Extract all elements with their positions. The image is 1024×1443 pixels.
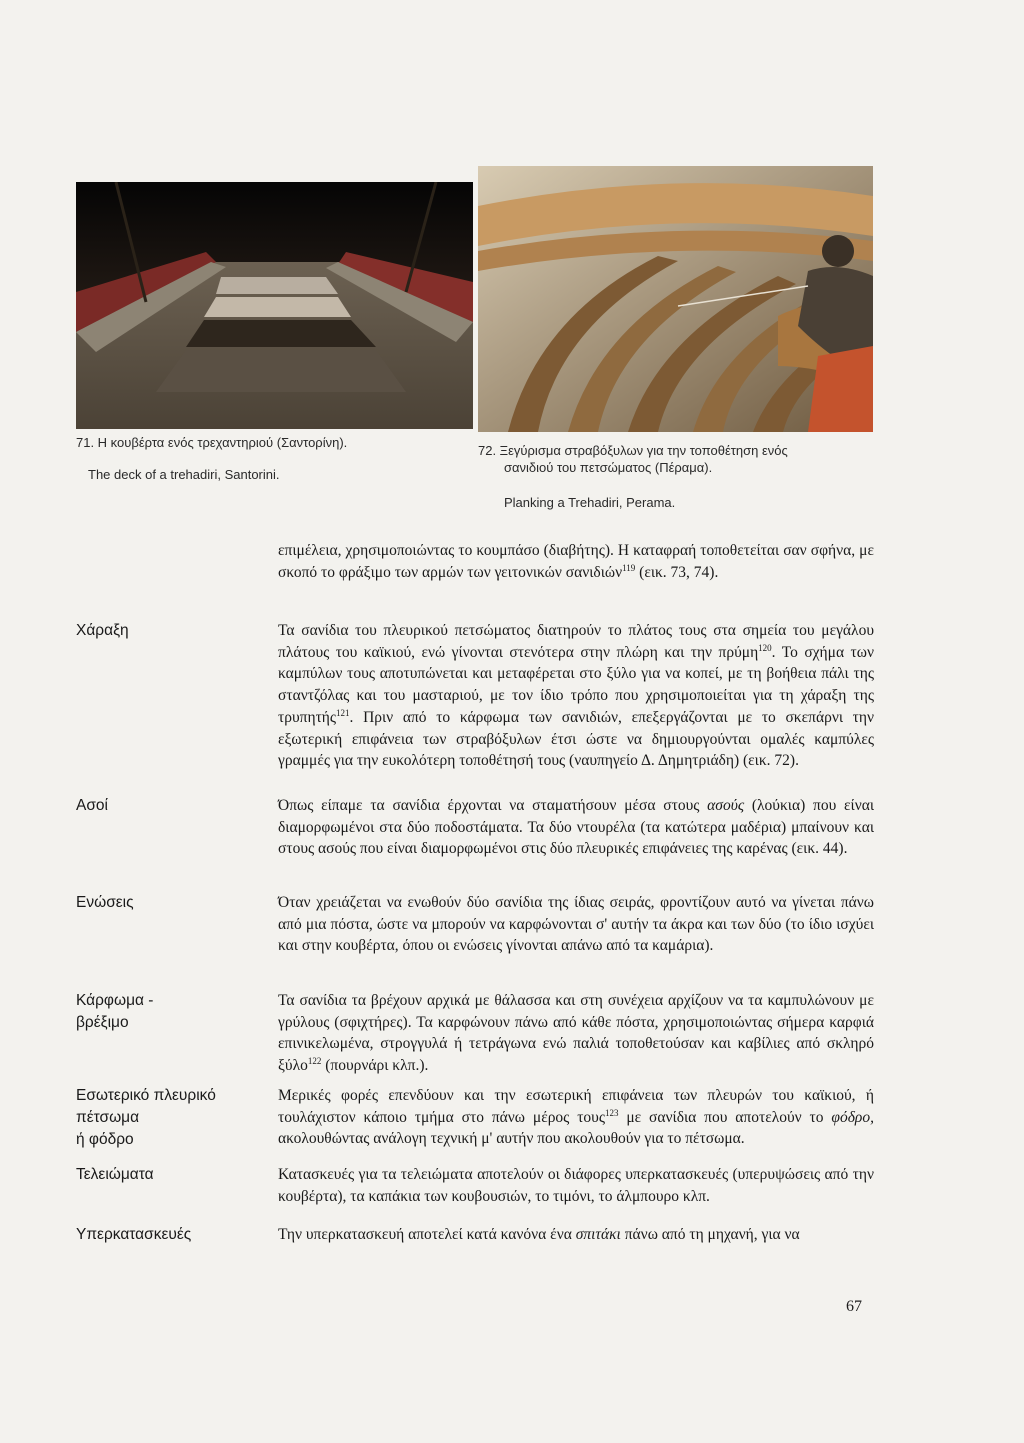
para-text: . Το σχήμα των καμπύλων τους αποτυπώνεται και μεταφέρεται στο ξύλο για να κοπεί, με τη βοήθεια πάλι της σταντζόλας και του μασταριού, με τον ίδιο τρόπο που χρησιμοποιείται για τη χάραξη της τρυπητής — [278, 643, 874, 726]
paragraph-haraxi — [278, 620, 874, 772]
side-heading-asoi — [76, 795, 256, 817]
side-heading-karfoma — [76, 990, 256, 1034]
para-text: πάνω από τη μηχανή, για να — [620, 1226, 800, 1243]
para-text: (πουρνάρι κλπ.). — [321, 1057, 429, 1075]
side-heading-text: Ενώσεις — [76, 894, 134, 911]
caption-72-greek-line2: σανιδιού του πετσώματος (Πέραμα). — [504, 460, 713, 475]
paragraph-karfoma — [278, 990, 874, 1077]
caption-71-english: The deck of a trehadiri, Santorini. — [88, 467, 280, 482]
planking-photo — [478, 166, 873, 432]
para-italic: φόδρο, — [831, 1108, 874, 1126]
side-heading-text: Χάραξη — [76, 622, 129, 639]
para-text: Όταν χρειάζεται να ενωθούν δύο σανίδια της ίδιας σειράς, φροντίζουν αυτό να γίνεται πάνω από μια πόστα, ώστε να μπορούν να καρφώνονται σ' αυτήν τα άκρα και των δύο (το ίδιο ισχύει και στην κουβέρτα, όπου οι ενώσεις γίνονται απάνω από τα καμάρια). — [278, 894, 874, 955]
side-heading-fodro — [76, 1085, 256, 1151]
side-heading-haraxi — [76, 620, 256, 642]
page-number: 67 — [846, 1298, 862, 1315]
caption-71 — [76, 434, 456, 483]
para-text: Μερικές φορές επενδύουν και την εσωτερική επιφάνεια των πλευρών του καϊκιού, ή τουλάχιστον κάποιο τμήμα στο πάνω μέρος τους — [278, 1087, 874, 1126]
para-text: Όπως είπαμε τα σανίδια έρχονται να σταματήσουν μέσα στους — [278, 797, 708, 814]
footnote-ref: 122 — [307, 1055, 322, 1066]
para-text: . Πριν από το κάρφωμα των σανιδιών, επεξεργάζονται με το σκεπάρνι την εξωτερική επιφάνεια των στραβόξυλων έτσι ώστε να δημιουργούνται ομαλές καμπύλες γραμμές για την ευκολότερη τοποθέτησή τους (ναυπηγείο Δ. Δημητριάδη) (εικ. 72). — [278, 708, 874, 770]
para-text: Τα σανίδια τα βρέχουν αρχικά με θάλασσα και στη συνέχεια αρχίζουν να τα καμπυλώνουν με γρύλους (σφιχτήρες). Τα καρφώνουν πάνω από κάθε πόστα, χρησιμοποιώντας σήμερα καρφιά επινικελωμένα, στρογγυλά ή τετράγωνα ενώ παλιά τοποθετούσαν και καβίλιες από σκληρό ξύλο — [278, 992, 874, 1075]
paragraph-asoi — [278, 795, 874, 860]
intro-text-a: επιμέλεια, χρησιμοποιώντας το κουμπάσο (διαβήτης). Η καταφραή τοποθετείται σαν σφήνα, με σκοπό το φράξιμο των αρμών των γειτονικών σανιδιών — [278, 542, 874, 581]
deck-photo-image — [76, 182, 473, 429]
footnote-ref: 119 — [622, 562, 636, 573]
side-heading-teleiomata — [76, 1164, 256, 1186]
deck-photo — [76, 182, 473, 429]
side-heading-line: Εσωτερικό πλευρικό — [76, 1087, 216, 1104]
caption-71-greek: 71. Η κουβέρτα ενός τρεχαντηριού (Σαντορίνη). — [76, 435, 348, 450]
footnote-ref: 120 — [758, 642, 772, 653]
caption-72 — [478, 442, 873, 511]
side-heading-text: Τελειώματα — [76, 1166, 154, 1183]
paragraph-enoseis — [278, 892, 874, 957]
para-italic: σπιτάκι — [575, 1226, 621, 1243]
para-italic: ασούς — [707, 797, 745, 814]
planking-photo-image — [478, 166, 873, 432]
para-text: ακολουθώντας ανάλογη τεχνική μ' αυτήν που ακολουθούν για το πέτσωμα. — [278, 1130, 745, 1148]
para-text: Την υπερκατασκευή αποτελεί κατά κανόνα ένα — [278, 1226, 576, 1243]
para-text: με σανίδια που αποτελούν το — [618, 1108, 832, 1126]
side-heading-text: Υπερκατασκευές — [76, 1226, 192, 1243]
para-text: (λούκια) που είναι διαμορφωμένοι στα δύο ποδοστάματα. Τα δύο ντουρέλα (τα κατώτερα μαδέρια) μπαίνουν και στους ασούς που είναι διαμορφωμένοι στις δύο πλευρικές επιφάνειες της καρένας (εικ. 44). — [278, 797, 874, 858]
caption-72-greek-line1: 72. Ξεγύρισμα στραβόξυλων για την τοποθέτηση ενός — [478, 443, 788, 458]
caption-72-english: Planking a Trehadiri, Perama. — [504, 495, 676, 510]
para-text: Τα σανίδια του πλευρικού πετσώματος διατηρούν το πλάτος τους στα σημεία του μεγάλου πλάτους του καϊκιού, ενώ γίνονται στενότερα στην πλώρη και την πρύμη — [278, 622, 874, 661]
paragraph-fodro — [278, 1085, 874, 1150]
side-heading-line: ή φόδρο — [76, 1131, 134, 1148]
intro-text-b: (εικ. 73, 74). — [635, 563, 719, 581]
side-heading-yperkataskeues — [76, 1224, 256, 1246]
side-heading-line: βρέξιμο — [76, 1014, 129, 1031]
side-heading-line: πέτσωμα — [76, 1109, 140, 1126]
intro-paragraph — [278, 540, 874, 583]
footnote-ref: 123 — [604, 1107, 619, 1118]
para-text: Κατασκευές για τα τελειώματα αποτελούν οι διάφορες υπερκατασκευές (υπερυψώσεις από την κουβέρτα), τα καπάκια των κουβουσιών, το τιμόνι, το άλμπουρο κλπ. — [278, 1166, 874, 1205]
side-heading-line: Κάρφωμα - — [76, 992, 154, 1009]
footnote-ref: 121 — [336, 707, 350, 718]
paragraph-yperkataskeues — [278, 1224, 874, 1246]
paragraph-teleiomata — [278, 1164, 874, 1207]
side-heading-enoseis — [76, 892, 256, 914]
side-heading-text: Ασοί — [76, 797, 108, 814]
